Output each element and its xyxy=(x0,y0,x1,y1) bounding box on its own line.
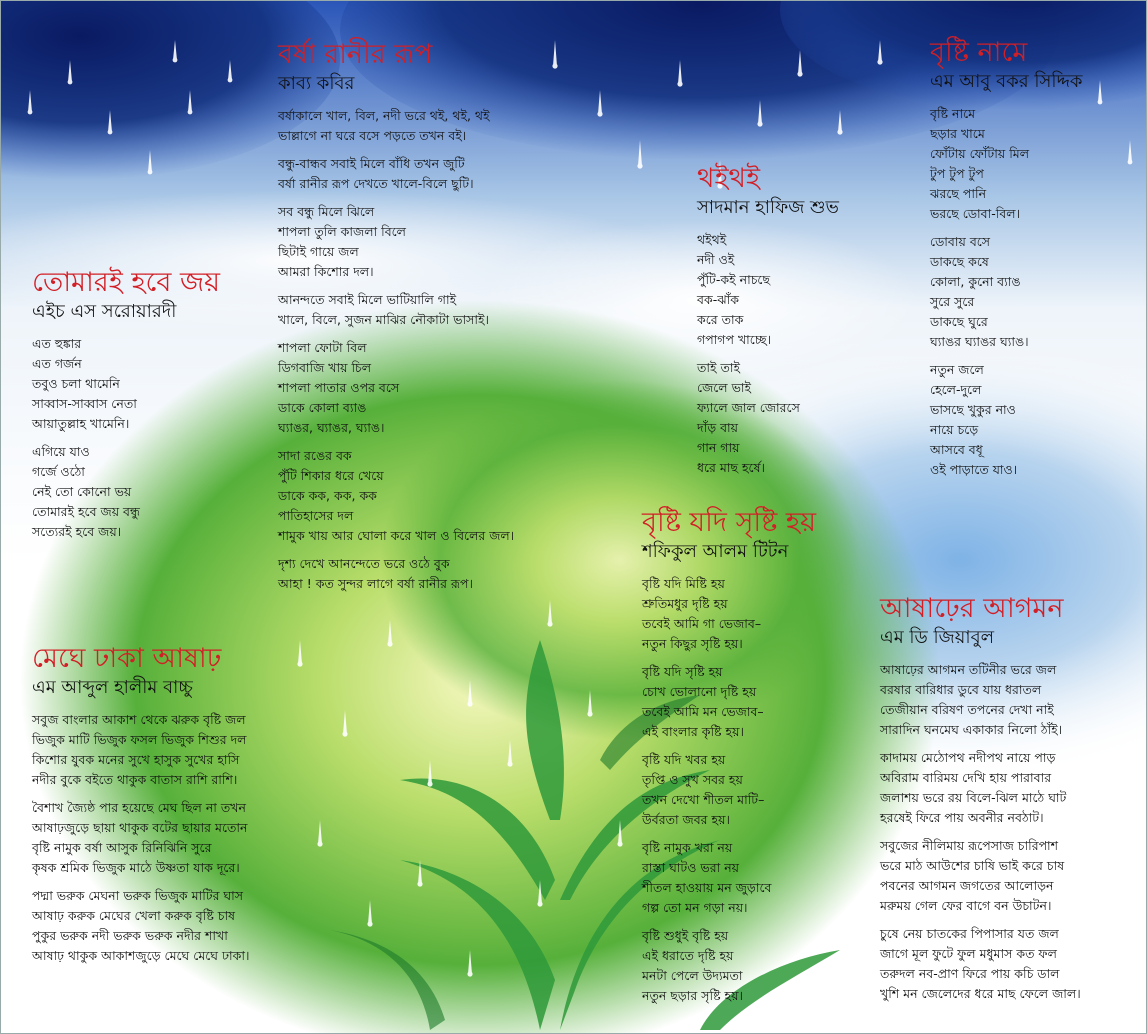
poem-line: কোলা, কুনো ব্যাঙ xyxy=(930,274,1021,289)
poem-line: উর্বরতা জবর হয়। xyxy=(642,812,730,827)
poem-line: সব বন্ধু মিলে ঝিলে xyxy=(278,204,375,219)
poem-line: শাপলা পাতার ওপর বসে xyxy=(278,380,400,395)
poem-line: ওই পাড়াতে যাও। xyxy=(930,462,1018,477)
poem-line: তাই তাই xyxy=(697,360,740,375)
poem-line: বর্ষা রানীর রূপ দেখতে খালে-বিলে ছুটি। xyxy=(278,176,474,191)
poem-author: শফিকুল আলম টিটন xyxy=(642,541,789,562)
poem-line: বৃষ্টি যদি মিষ্টি হয় xyxy=(642,576,725,591)
poem-line: পুকুর ভরুক নদী ভরুক ভরুক নদীর শাখা xyxy=(32,928,228,943)
poem-line: ডিগবাজি খায় চিল xyxy=(278,360,372,375)
stanza xyxy=(880,748,1081,828)
poem-line: সাদা রঙের বক xyxy=(278,448,352,463)
poem-line: ভিজুক মাটি ভিজুক ফসল ভিজুক শিশুর দল xyxy=(32,732,247,747)
stanza xyxy=(278,106,514,146)
stanza xyxy=(697,358,839,478)
stanza xyxy=(32,710,250,790)
poem-meghe-dhaka-asharh xyxy=(32,642,250,974)
stanza xyxy=(930,104,1082,224)
poem-line: ডাকছে ঘুরে xyxy=(930,314,988,329)
poem-line: ডাকছে কষে xyxy=(930,254,989,269)
poem-line: করে তাক xyxy=(697,312,744,327)
poem-line: নদীর বুকে বইতে থাকুক বাতাস রাশি রাশি। xyxy=(32,772,238,787)
stanza xyxy=(930,360,1082,480)
poem-line: আমরা কিশোর দল। xyxy=(278,264,374,279)
poem-line: তখন দেখো শীতল মাটি– xyxy=(642,792,765,807)
stanza xyxy=(930,232,1082,352)
stanza xyxy=(278,554,514,594)
poem-line: এগিয়ে যাও xyxy=(32,444,90,459)
stanza xyxy=(880,660,1081,740)
poem-line: শাপলা ফোটা বিল xyxy=(278,340,367,355)
poem-line: ধরে মাছ হর্ষে। xyxy=(697,460,765,475)
poem-title: বৃষ্টি নামে xyxy=(930,37,1028,68)
poem-line: ভাসছে খুকুর নাও xyxy=(930,402,1016,417)
poem-line: ডোবায় বসে xyxy=(930,234,991,249)
poem-line: এই ধরাতে দৃষ্টি হয় xyxy=(642,948,734,963)
poem-line: তবেই আমি মন ভেজাব– xyxy=(642,704,764,719)
stanza xyxy=(278,338,514,438)
poem-line: কাদাময় মেঠোপথ নদীপথ নায়ে পাড় xyxy=(880,750,1056,765)
poem-line: অবিরাম বারিময় দেখি হায় পারাবার xyxy=(880,770,1052,785)
poem-line: গর্জে ওঠো xyxy=(32,464,85,479)
poem-author: এম আবু বকর সিদ্দিক xyxy=(930,71,1083,92)
poem-line: গল্প তো মন গড়া নয়। xyxy=(642,900,748,915)
poem-line: জলাশয় ভরে রয় বিলে-ঝিল মাঠে ঘাট xyxy=(880,790,1067,805)
poem-title: তোমারই হবে জয় xyxy=(32,267,221,298)
poem-line: ভাল্লাগে না ঘরে বসে পড়তে তখন বই। xyxy=(278,128,467,143)
poem-line: আষাঢ় থাকুক আকাশজুড়ে মেঘে মেঘে ঢাকা। xyxy=(32,948,250,963)
poem-line: বৃষ্টি নামুক বর্ষা আসুক রিনিঝিনি সুরে xyxy=(32,840,212,855)
stanza xyxy=(880,836,1081,916)
poem-line: জেলে ভাই xyxy=(697,380,752,395)
poem-line: এত হুঙ্কার xyxy=(32,336,82,351)
poem-line: দৃশ্য দেখে আনন্দেতে ভরে ওঠে বুক xyxy=(278,556,450,571)
poem-line: আসবে বধূ xyxy=(930,442,983,457)
poem-line: তরুদল নব-প্রাণ ফিরে পায় কচি ডাল xyxy=(880,966,1060,981)
stanza xyxy=(32,442,220,542)
poem-line: শামুক খায় আর ঘোলা করে খাল ও বিলের জল। xyxy=(278,528,515,543)
poem-line: সুরে সুরে xyxy=(930,294,975,309)
poem-line: গান গায় xyxy=(697,440,740,455)
poem-line: আষাঢ় করুক মেঘের খেলা করুক বৃষ্টি চাষ xyxy=(32,908,236,923)
poem-line: আষাঢ়ের আগমন তটিনীর ভরে জল xyxy=(880,662,1057,677)
poem-line: সবুজের নীলিমায় রূপেসাজ চারিপাশ xyxy=(880,838,1059,853)
poem-title: আষাঢ়ের আগমন xyxy=(880,593,1064,624)
poem-line: নতুন কিছুর সৃষ্টি হয়। xyxy=(642,636,743,651)
poem-tomari-hobe-joy xyxy=(32,266,220,550)
poem-line: ভরছে ডোবা-বিল। xyxy=(930,206,1021,221)
poem-author: এম ডি জিয়াবুল xyxy=(880,627,995,648)
poem-line: গপাগপ খাচ্ছে। xyxy=(697,332,772,347)
poem-line: বৃষ্টি শুধুই বৃষ্টি হয় xyxy=(642,928,729,943)
poem-line: তবেই আমি গা ভেজাব– xyxy=(642,616,762,631)
poem-line: শীতল হাওয়ায় মন জুড়াবে xyxy=(642,880,772,895)
poem-line: পুঁটি-কই নাচছে xyxy=(697,272,771,287)
poem-author: সাদমান হাফিজ শুভ xyxy=(697,197,839,218)
poem-line: সারাদিন ঘনমেঘ একাকার নিলো ঠাঁই। xyxy=(880,722,1063,737)
poem-line: নতুন ছড়ার সৃষ্টি হয়। xyxy=(642,988,743,1003)
poem-line: বৃষ্টি যদি সৃষ্টি হয় xyxy=(642,664,723,679)
poem-line: রাস্তা ঘাটও ভরা নয় xyxy=(642,860,740,875)
poem-line: তবুও চলা থামেনি xyxy=(32,376,120,391)
poem-line: সবুজ বাংলার আকাশ থেকে ঝরুক বৃষ্টি জল xyxy=(32,712,246,727)
poem-line: টুপ টুপ টুপ xyxy=(930,166,984,181)
poem-line: বন্ধু-বান্ধব সবাই মিলে বাঁধি তখন জুটি xyxy=(278,156,465,171)
poem-thoithoi xyxy=(697,162,839,486)
poem-line: তোমারই হবে জয় বন্ধু xyxy=(32,504,140,519)
poem-line: পাতিহাসের দল xyxy=(278,508,354,523)
poem-line: আহা ! কত সুন্দর লাগে বর্ষা রানীর রূপ। xyxy=(278,576,473,591)
poem-line: বৃষ্টি যদি খবর হয় xyxy=(642,752,726,767)
poem-title: বৃষ্টি যদি সৃষ্টি হয় xyxy=(642,507,816,538)
poem-line: নেই তো কোনো ভয় xyxy=(32,484,132,499)
stanza xyxy=(642,838,816,918)
poem-line: তেজীয়ান বরিষণ তপনের দেখা নাই xyxy=(880,702,1054,717)
poem-line: বৃষ্টি নামুক খরা নয় xyxy=(642,840,733,855)
poem-line: ছড়ার খামে xyxy=(930,126,985,141)
poem-line: থইথই xyxy=(697,232,727,247)
poem-line: খালে, বিলে, সুজন মাঝির নৌকাটা ভাসাই। xyxy=(278,312,489,327)
poem-line: বরষার বারিধার ডুবে যায় ধরাতল xyxy=(880,682,1042,697)
poem-line: ভরে মাঠ আউশের চাষি ভাই করে চাষ xyxy=(880,858,1065,873)
stanza xyxy=(642,574,816,654)
poem-line: হেলে-দুলে xyxy=(930,382,982,397)
poem-line: মরুময় গেল ফের বাগে বন উচাটন। xyxy=(880,898,1052,913)
poem-line: ডাকে কোলা ব্যাঙ xyxy=(278,400,367,415)
poem-brishti-namey xyxy=(930,36,1082,488)
poem-line: ঘ্যাঙর ঘ্যাঙর ঘ্যাঙ। xyxy=(930,334,1029,349)
poem-author: এইচ এস সরোয়ারদী xyxy=(32,301,177,322)
poem-line: ঝরছে পানি xyxy=(930,186,987,201)
poem-line: জাগে মূল ফুটে ফুল মধুমাস কত ফল xyxy=(880,946,1057,961)
poem-line: তৃপ্তি ও সুখ সবর হয় xyxy=(642,772,743,787)
poem-line: চুষে নেয় চাতকের পিপাসার যত জল xyxy=(880,926,1059,941)
poem-line: মনটা পেলে উদ্যমতা xyxy=(642,968,743,983)
poem-line: ডাকে কক, কক, কক xyxy=(278,488,377,503)
poem-line: দাঁড় বায় xyxy=(697,420,739,435)
poem-line: বর্ষাকালে খাল, বিল, নদী ভরে থই, থই, থই xyxy=(278,108,490,123)
poem-line: আষাঢ়জুড়ে ছায়া থাকুক বটের ছায়ার মতোন xyxy=(32,820,248,835)
poem-author: কাব্য কবির xyxy=(278,73,355,94)
stanza xyxy=(278,154,514,194)
stanza xyxy=(697,230,839,350)
poem-line: শাপলা তুলি কাজলা বিলে xyxy=(278,224,406,239)
poem-line: সাব্বাস-সাব্বাস নেতা xyxy=(32,396,137,411)
poem-line: নদী ওই xyxy=(697,252,735,267)
poem-brishti-jodi-srishti-hoy xyxy=(642,506,816,1014)
stanza xyxy=(642,750,816,830)
stanza xyxy=(278,202,514,282)
stanza xyxy=(880,924,1081,1004)
poem-line: ফোঁটায় ফোঁটায় মিল xyxy=(930,146,1030,161)
stanza xyxy=(278,446,514,546)
poem-line: এত গর্জন xyxy=(32,356,82,371)
poem-line: শ্রুতিমধুর দৃষ্টি হয় xyxy=(642,596,728,611)
poem-line: পবনের আগমন জগতের আলোড়ন xyxy=(880,878,1054,893)
stanza xyxy=(32,798,250,878)
poem-line: আনন্দতে সবাই মিলে ভাটিয়ালি গাই xyxy=(278,292,457,307)
poem-line: বৈশাখ জ্যৈষ্ঠ পার হয়েছে মেঘ ছিল না তখন xyxy=(32,800,246,815)
stanza xyxy=(642,926,816,1006)
poem-line: এই বাংলার কৃষ্টি হয়। xyxy=(642,724,744,739)
poem-line: নতুন জলে xyxy=(930,362,984,377)
stanza xyxy=(32,886,250,966)
stanza xyxy=(32,334,220,434)
poem-line: চোখ ভোলানো দৃষ্টি হয় xyxy=(642,684,757,699)
poem-line: খুশি মন জেলেদের ধরে মাছ ফেলে জাল। xyxy=(880,986,1081,1001)
poem-line: বৃষ্টি নামে xyxy=(930,106,976,121)
stanza xyxy=(642,662,816,742)
poem-line: নায়ে চড়ে xyxy=(930,422,979,437)
poem-line: ঘ্যাঙর, ঘ্যাঙর, ঘ্যাঙ। xyxy=(278,420,385,435)
poem-borsha-ranir-rup xyxy=(278,38,514,602)
poem-line: ছিটাই গায়ে জল xyxy=(278,244,359,259)
poem-line: সত্যেরই হবে জয়। xyxy=(32,524,122,539)
poem-line: আয়াতুল্লাহ খামেনি। xyxy=(32,416,130,431)
poem-title: বর্ষা রানীর রূপ xyxy=(278,39,433,70)
poem-line: কৃষক শ্রমিক ভিজুক মাঠে উষ্ণতা যাক দূরে। xyxy=(32,860,240,875)
poem-line: পুঁটি শিকার ধরে খেয়ে xyxy=(278,468,384,483)
poem-line: হরষেই ফিরে পায় অবনীর নবঠাট। xyxy=(880,810,1044,825)
poem-title: থইথই xyxy=(697,163,761,194)
poem-line: বক-ঝাঁক xyxy=(697,292,740,307)
poem-line: ফ্যালে জাল জোরসে xyxy=(697,400,800,415)
poem-author: এম আব্দুল হালীম বাচ্চু xyxy=(32,677,193,698)
stanza xyxy=(278,290,514,330)
poem-asharher-agomon xyxy=(880,592,1081,1012)
poem-line: কিশোর যুবক মনের সুখে হাসুক সুখের হাসি xyxy=(32,752,240,767)
poem-line: পদ্মা ভরুক মেঘনা ভরুক ভিজুক মাটির ঘাস xyxy=(32,888,244,903)
poem-title: মেঘে ঢাকা আষাঢ় xyxy=(32,643,222,674)
